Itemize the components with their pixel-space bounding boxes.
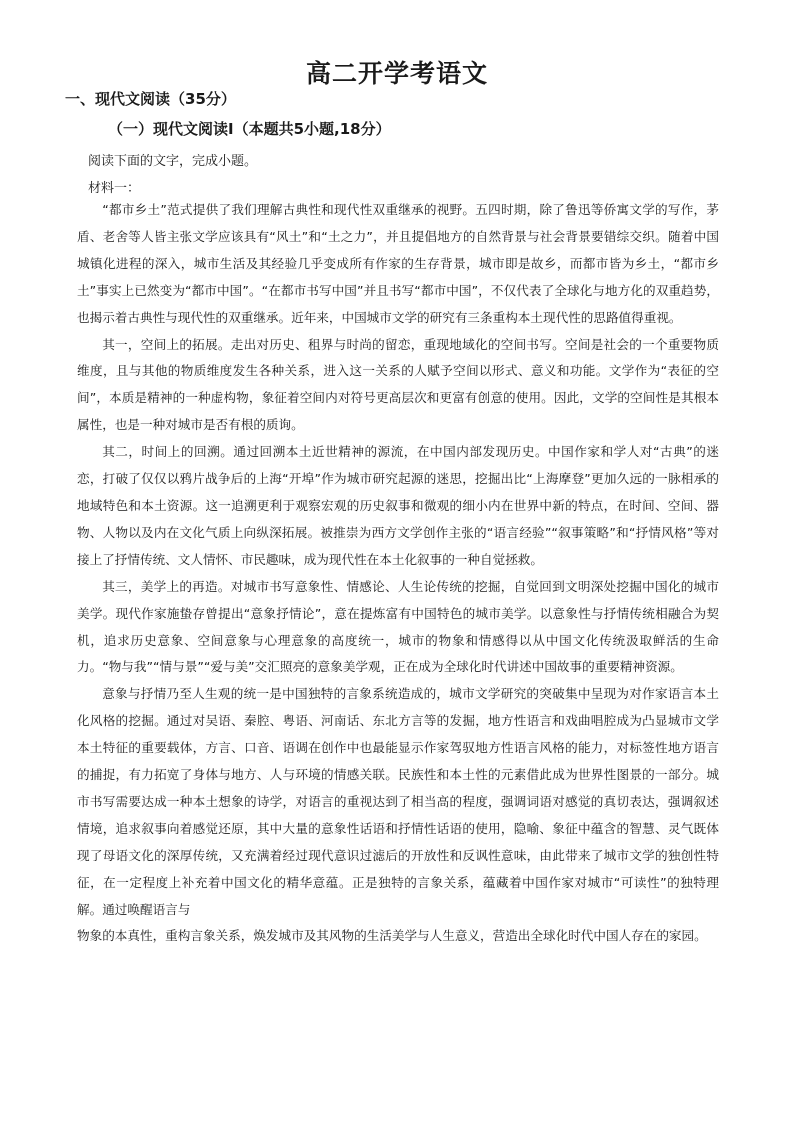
paragraph-continuation: 物象的本真性，重构言象关系，焕发城市及其风物的生活美学与人生意义，营造出全球化时代中国人存在的家园。 [77,928,707,944]
reading-instruction: 阅读下面的文字，完成小题。 [88,154,258,169]
paragraph: “都市乡土”范式提供了我们理解古典性和现代性双重继承的视野。五四时期，除了鲁迅等侨寓文学的写作，茅盾、老舍等人皆主张文学应该具有“风土”和“土之力”，并且提倡地方的自然背景与社会背景要错综交织。随着中国城镇化进程的深入，城市生活及其经验几乎变成所有作家的生存背景，城市即是故乡，而都市皆为乡土，“都市乡土”事实上已然变为“都市中国”。“在都市书写中国”并且书写“都市中国”，不仅代表了全球化与地方化的双重趋势，也揭示着古典性与现代性的双重继承。近年来，中国城市文学的研究有三条重构本土现代性的思路值得重视。 [77,202,719,325]
paragraph: 意象与抒情乃至人生观的统一是中国独特的言象系统造成的，城市文学研究的突破集中呈现为对作家语言本土化风格的挖掘。通过对吴语、秦腔、粤语、河南话、东北方言等的发掘，地方性语言和戏曲唱腔成为凸显城市文学本土特征的重要载体，方言、口音、语调在创作中也最能显示作家驾驭地方性语言风格的能力，对标签性地方语言的捕捉，有力拓宽了身体与地方、人与环境的情感关联。民族性和本土性的元素借此成为世界性图景的一部分。城市书写需要达成一种本土想象的诗学，对语言的重视达到了相当高的程度，强调词语对感觉的真切表达，强调叙述情境，追求叙事向着感觉还原，其中大量的意象性话语和抒情性话语的使用，隐喻、象征中蕴含的智慧、灵气既体现了母语文化的深厚传统，又充满着经过现代意识过滤后的开放性和反讽性意味，由此带来了城市文学的独创性特征，在一定程度上补充着中国文化的精华意蕴。正是独特的言象关系，蕴藏着中国作家对城市“可读性”的独特理解。通过唤醒语言与 [77,686,719,917]
document-title: 高二开学考语文 [305,59,488,88]
section-heading: 一、现代文阅读（35分） [65,90,236,108]
material-label: 材料一： [88,181,141,196]
paragraph: 其一，空间上的拓展。走出对历史、租界与时尚的留恋，重现地域化的空间书写。空间是社会的一个重要物质维度，且与其他的物质维度发生各种关系，进入这一关系的人赋予空间以形式、意义和功能。文学作为“表征的空间”，本质是精神的一种虚构物，象征着空间内对符号更高层次和更富有创意的使用。因此，文学的空间性是其根本属性，也是一种对城市是否有根的质询。 [77,336,719,433]
passage-body [77,197,719,950]
paragraph: 其三，美学上的再造。对城市书写意象性、情感论、人生论传统的挖掘，自觉回到文明深处挖掘中国化的城市美学。现代作家施蛰存曾提出“意象抒情论”，意在提炼富有中国特色的城市美学。以意象性与抒情传统相融合为契机，追求历史意象、空间意象与心理意象的高度统一，城市的物象和情感得以从中国文化传统汲取鲜活的生命力。“物与我”“情与景”“爱与美”交汇照亮的意象美学观，正在成为全球化时代讲述中国故事的重要精神资源。 [77,578,719,675]
paragraph: 其二，时间上的回溯。通过回溯本土近世精神的源流，在中国内部发现历史。中国作家和学人对“古典”的迷恋，打破了仅仅以鸦片战争后的上海“开埠”作为城市研究起源的迷思，挖掘出比“上海摩登”更加久远的一脉相承的地域特色和本土资源。这一追溯更利于观察宏观的历史叙事和微观的细小内在世界中新的特点，在时间、空间、器物、人物以及内在文化气质上向纵深拓展。被推崇为西方文学创作主张的“语言经验”“叙事策略”和“抒情风格”等对接上了抒情传统、文人情怀、市民趣味，成为现代性在本土化叙事的一种自觉拯救。 [77,444,719,567]
subsection-heading: （一）现代文阅读Ⅰ（本题共5小题,18分） [108,120,391,138]
